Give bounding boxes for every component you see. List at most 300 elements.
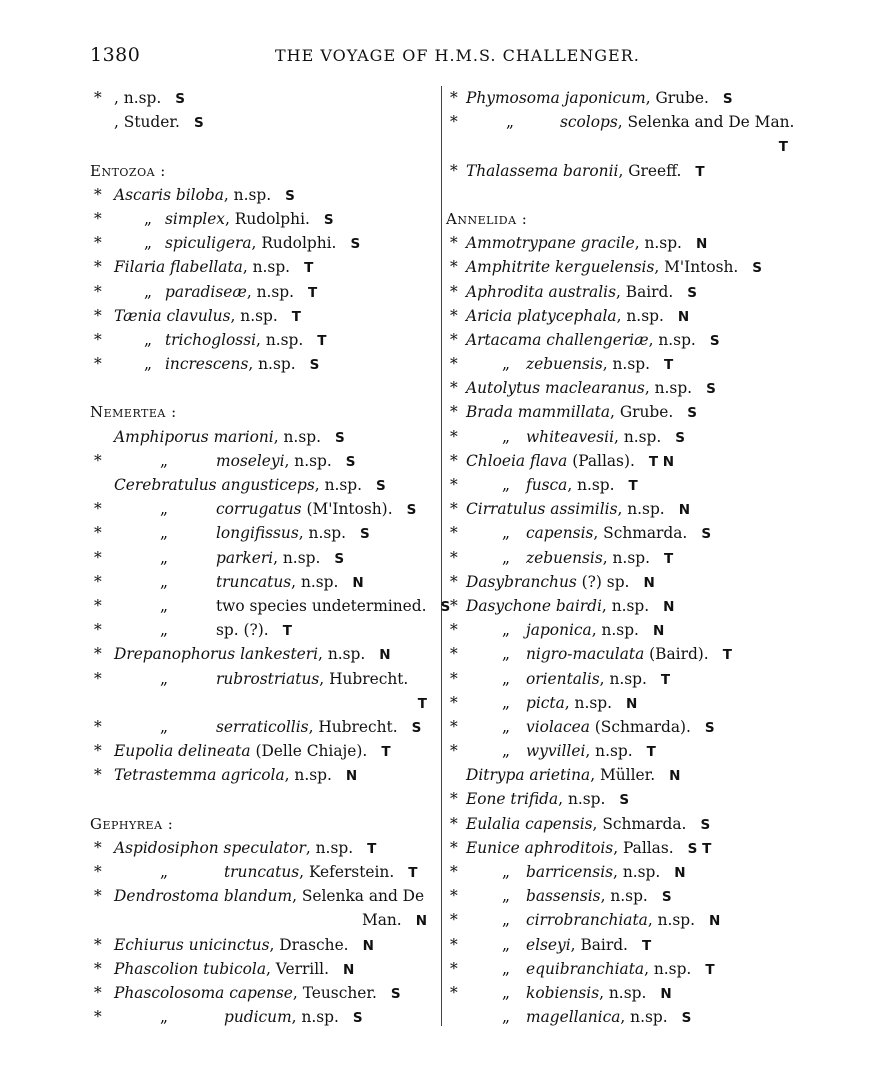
authority: , n.sp.: [585, 742, 633, 761]
species-entry: [446, 812, 796, 836]
taxon-name: capensis: [526, 524, 594, 543]
entry-text: [466, 836, 711, 861]
taxon-name: Ammotrypane gracile: [466, 234, 635, 253]
entry-text: [216, 570, 364, 595]
asterisk-marker: *: [450, 524, 458, 543]
asterisk-marker: *: [450, 790, 458, 809]
ditto-mark: „: [502, 524, 510, 543]
ditto-mark: „: [144, 282, 152, 301]
ditto-mark: „: [502, 911, 510, 930]
continuation-line: [90, 908, 435, 932]
taxon-name: Cirratulus assimilis: [466, 500, 618, 519]
asterisk-marker: *: [450, 887, 458, 906]
authority: , Pallas.: [613, 838, 674, 857]
locality-code: S: [700, 816, 711, 833]
species-entry: [90, 642, 435, 666]
ditto-mark: „: [502, 959, 510, 978]
ditto-mark: „: [502, 669, 510, 688]
entry-text: [114, 642, 391, 667]
asterisk-marker: *: [450, 403, 458, 422]
asterisk-marker: *: [450, 935, 458, 954]
authority: , Schmarda.: [592, 814, 687, 833]
taxon-name: moseleyi: [216, 451, 285, 470]
taxon-name: Aphrodita australis: [466, 282, 616, 301]
locality-code: S: [285, 187, 295, 204]
taxon-name: Phymosoma japonicum: [466, 89, 646, 107]
locality-code: T: [663, 550, 674, 567]
ditto-mark: „: [502, 476, 510, 494]
ditto-mark: „: [502, 717, 510, 736]
species-entry: [446, 304, 796, 328]
authority: , n.sp.: [601, 596, 650, 615]
asterisk-marker: *: [94, 209, 102, 228]
taxon-name: longifissus: [216, 524, 299, 543]
asterisk-marker: *: [450, 959, 458, 978]
asterisk-marker: *: [450, 572, 458, 591]
locality-code: S: [661, 889, 672, 906]
species-entry: [446, 642, 796, 666]
species-entry: [90, 352, 435, 376]
section-gap: [90, 134, 435, 158]
locality-code: N: [626, 695, 638, 712]
taxon-name: Eupolia delineata: [114, 742, 251, 761]
taxon-name: cirrobranchiata: [526, 911, 648, 930]
entry-text: [114, 110, 204, 135]
entry-text: [466, 400, 697, 425]
asterisk-marker: *: [450, 863, 458, 881]
ditto-mark: „: [502, 983, 510, 1002]
locality-code: N: [677, 308, 690, 325]
asterisk-marker: *: [450, 161, 458, 180]
asterisk-marker: *: [450, 451, 458, 470]
authority: , Baird.: [615, 282, 674, 301]
section-gap: [446, 183, 796, 207]
asterisk-marker: *: [94, 282, 102, 301]
asterisk-marker: *: [94, 621, 102, 640]
locality-code: T N: [648, 453, 675, 470]
species-entry: [446, 497, 796, 521]
taxon-name: trichoglossi: [165, 330, 257, 349]
locality-code: T: [695, 163, 705, 180]
species-entry: [446, 449, 796, 473]
ditto-mark: „: [502, 621, 510, 640]
species-entry: [446, 473, 796, 497]
authority: , n.sp.: [223, 185, 272, 204]
locality-code: S: [334, 550, 345, 567]
species-entry: [90, 715, 435, 739]
page-number: 1380: [90, 44, 141, 66]
species-entry: [446, 594, 796, 618]
entry-text: [114, 86, 185, 111]
entry-text: [216, 594, 450, 619]
entry-text: [216, 497, 416, 522]
asterisk-marker: *: [450, 306, 458, 325]
species-entry: [446, 1005, 796, 1029]
asterisk-marker: *: [450, 645, 458, 664]
locality-code: S: [350, 236, 361, 253]
locality-code: S: [681, 1010, 692, 1027]
asterisk-marker: *: [94, 548, 102, 567]
authority: , Verrill.: [266, 959, 329, 978]
locality-code: T: [317, 332, 327, 349]
locality-code: T: [304, 260, 314, 277]
asterisk-marker: *: [94, 330, 102, 349]
ditto-mark: „: [144, 234, 152, 253]
entry-text: [466, 570, 655, 595]
ditto-mark: „: [502, 887, 510, 906]
entry-text: [560, 110, 794, 134]
authority: , Baird.: [570, 935, 628, 954]
entry-text: [466, 812, 710, 837]
species-entry: [446, 981, 796, 1005]
locality-code: T: [308, 284, 318, 301]
species-entry: [446, 691, 796, 715]
entry-text: [466, 280, 697, 305]
authority: , n.sp.: [564, 693, 612, 712]
species-entry: [446, 376, 796, 400]
authority: (Delle Chiaje).: [250, 742, 368, 761]
locality-code: T: [628, 478, 638, 494]
taxon-name: truncatus: [224, 863, 300, 881]
taxon-name: rubrostriatus: [216, 669, 320, 688]
authority: , n.sp.: [291, 572, 339, 591]
locality-code: S: [345, 453, 356, 470]
species-entry: [90, 860, 435, 884]
asterisk-marker: *: [450, 814, 458, 833]
entry-text: [466, 304, 689, 329]
authority: (Pallas).: [567, 451, 635, 470]
species-entry: [446, 280, 796, 304]
ditto-mark: „: [160, 572, 168, 591]
entry-text: [466, 594, 674, 619]
taxon-name: Brada mammillata: [466, 403, 611, 422]
species-entry: [446, 352, 796, 376]
locality-code: N: [660, 985, 672, 1002]
locality-code: S: [701, 526, 712, 543]
ditto-mark: „: [502, 742, 510, 761]
species-entry: [90, 570, 435, 594]
authority: , n.sp.: [599, 669, 647, 688]
locality-code: S: [334, 429, 345, 446]
taxon-name: Dasychone bairdi: [466, 596, 602, 615]
ditto-mark: „: [502, 863, 510, 881]
taxon-name: zebuensis: [526, 548, 603, 567]
authority: , n.sp.: [644, 959, 692, 978]
species-entry: [90, 594, 451, 618]
entry-text: [466, 231, 707, 256]
section-gap: [90, 376, 435, 400]
species-entry: [90, 86, 435, 110]
asterisk-marker: *: [94, 863, 102, 881]
locality-code: S: [752, 260, 763, 277]
species-entry: [446, 618, 796, 642]
locality-code: T: [282, 623, 292, 640]
species-entry: [446, 255, 796, 279]
taxon-name: pudicum: [224, 1008, 292, 1027]
authority: , Greeff.: [618, 161, 682, 180]
taxon-name: Drepanophorus lankesteri: [114, 645, 319, 664]
ditto-mark: „: [144, 330, 152, 349]
authority: , Teuscher.: [292, 983, 377, 1002]
asterisk-marker: *: [450, 911, 458, 930]
asterisk-marker: *: [450, 500, 458, 519]
authority: (Baird).: [644, 645, 709, 664]
entry-text: [114, 884, 424, 908]
locality-code: N: [362, 937, 374, 954]
authority: , n.sp.: [298, 524, 346, 543]
section-heading: Entozoa :: [90, 161, 166, 180]
continuation-text: [765, 134, 788, 159]
entry-text: [114, 957, 354, 982]
authority: , n.sp.: [318, 645, 366, 664]
entry-text: [466, 255, 762, 280]
asterisk-marker: *: [94, 572, 102, 591]
authority: , Studer.: [114, 113, 180, 132]
entry-text: [526, 715, 715, 740]
entry-text: [224, 860, 417, 885]
taxon-name: kobiensis: [526, 983, 600, 1002]
taxon-name: barricensis: [526, 863, 614, 881]
asterisk-marker: *: [450, 234, 458, 253]
section-heading: Gephyrea :: [90, 814, 174, 833]
taxon-name: truncatus: [216, 572, 292, 591]
entry-text: [216, 449, 355, 474]
species-entry: [90, 328, 435, 352]
species-entry: [90, 231, 435, 255]
entry-text: [114, 304, 301, 329]
taxon-name: Amphiporus marioni: [114, 427, 274, 446]
species-entry: [90, 763, 435, 787]
locality-code: S: [709, 332, 720, 349]
authority: , Drasche.: [269, 935, 349, 954]
species-entry: [446, 957, 796, 981]
taxon-name: parkeri: [216, 548, 274, 567]
species-entry: [446, 908, 796, 932]
taxon-name: Aspidosiphon speculator: [114, 838, 306, 857]
entry-text: [526, 957, 715, 982]
taxon-name: nigro-maculata: [526, 645, 645, 664]
ditto-mark: „: [160, 451, 168, 470]
authority: , n.sp.: [602, 355, 650, 374]
taxon-name: Filaria flabellata: [114, 258, 243, 277]
asterisk-marker: *: [450, 669, 458, 688]
taxon-name: violacea: [526, 717, 590, 736]
taxon-name: Cerebratulus angusticeps: [114, 476, 315, 494]
entry-text: [526, 884, 672, 909]
entry-text: [216, 618, 292, 643]
authority: , n.sp.: [273, 427, 321, 446]
authority: (M'Intosh).: [301, 500, 393, 519]
species-entry: [90, 473, 435, 497]
taxon-name: Echiurus unicinctus: [114, 935, 270, 954]
species-entry: [90, 739, 435, 763]
locality-code: T: [367, 840, 377, 857]
continuation-text: [404, 691, 427, 716]
locality-code: S: [193, 115, 204, 132]
authority: , n.sp.: [647, 911, 696, 930]
asterisk-marker: *: [94, 234, 102, 253]
asterisk-marker: *: [450, 476, 458, 494]
locality-code: T: [417, 695, 427, 712]
entry-text: [526, 546, 673, 571]
species-entry: [90, 255, 435, 279]
species-entry: [90, 884, 435, 908]
page-header: [0, 0, 880, 70]
locality-code: S: [390, 985, 401, 1002]
asterisk-marker: *: [450, 983, 458, 1002]
entry-text: [165, 207, 334, 232]
species-entry: [446, 425, 796, 449]
entry-text: [114, 473, 386, 498]
entry-text: [526, 981, 672, 1006]
entry-text: [526, 739, 656, 764]
entry-text: [114, 255, 313, 280]
taxon-name: picta: [526, 693, 565, 712]
locality-code: N: [663, 598, 675, 615]
authority: , n.sp.: [614, 427, 662, 446]
authority: , n.sp.: [558, 790, 606, 809]
locality-code: N: [695, 236, 708, 253]
taxon-name: spiculigera: [165, 234, 252, 253]
species-entry: [90, 449, 435, 473]
authority: (?) sp.: [576, 572, 630, 591]
asterisk-marker: *: [450, 113, 458, 132]
taxon-name: Autolytus maclearanus: [466, 379, 645, 398]
entry-text: [526, 933, 651, 958]
locality-code: S: [376, 478, 386, 494]
entry-text: [114, 425, 345, 450]
taxon-name: serraticollis: [216, 717, 309, 736]
asterisk-marker: *: [94, 742, 102, 761]
species-entry: [446, 739, 796, 763]
authority: , Rudolphi.: [224, 209, 310, 228]
locality-code: S: [722, 91, 733, 107]
species-entry: [90, 957, 435, 981]
species-entry: [446, 328, 796, 352]
species-entry: [446, 763, 796, 787]
taxon-name: magellanica: [526, 1008, 621, 1027]
asterisk-marker: *: [94, 451, 102, 470]
authority: , Grube.: [645, 89, 709, 107]
ditto-mark: „: [160, 1008, 168, 1027]
authority: , n.sp.: [602, 548, 650, 567]
locality-code: S: [675, 429, 685, 446]
species-entry: [90, 546, 435, 570]
taxon-name: Phascolosoma capense: [114, 983, 293, 1002]
authority: , n.sp.: [246, 282, 295, 301]
species-entry: [446, 570, 796, 594]
asterisk-marker: *: [94, 500, 102, 519]
entry-text: [114, 739, 391, 764]
locality-code: N: [342, 961, 355, 978]
asterisk-marker: *: [94, 355, 102, 374]
authority: , Rudolphi.: [251, 234, 337, 253]
asterisk-marker: *: [450, 693, 458, 712]
taxon-name: Tetrastemma agricola: [114, 766, 285, 785]
entry-text: [466, 328, 720, 353]
species-entry: [446, 159, 796, 183]
authority: , n.sp.: [256, 330, 304, 349]
species-entry: [90, 1005, 435, 1029]
entry-text: [466, 86, 733, 111]
locality-code: T: [705, 961, 715, 978]
species-entry: [446, 231, 796, 255]
authority: , n.sp.: [114, 89, 162, 107]
ditto-mark: „: [160, 596, 168, 615]
taxon-name: Chloeia flava: [466, 451, 568, 470]
locality-code: N: [379, 647, 391, 664]
asterisk-marker: *: [94, 669, 102, 688]
taxon-name: equibranchiata: [526, 959, 645, 978]
authority: sp. (?).: [216, 621, 269, 640]
asterisk-marker: *: [94, 959, 102, 978]
entry-text: [114, 981, 401, 1006]
taxon-name: Amphitrite kerguelensis: [466, 258, 655, 277]
authority: , Hubrecht.: [308, 717, 398, 736]
authority: , n.sp.: [617, 500, 665, 519]
asterisk-marker: *: [450, 621, 458, 640]
authority: , n.sp.: [248, 355, 296, 374]
species-entry: [90, 304, 435, 328]
authority: , n.sp.: [230, 306, 278, 325]
entry-text: [526, 1005, 691, 1030]
ditto-mark: „: [502, 355, 510, 374]
ditto-mark: „: [160, 717, 168, 736]
species-entry: [90, 836, 435, 860]
taxon-name: increscens: [165, 355, 249, 374]
entry-text: [526, 473, 638, 498]
continuation-line: [90, 691, 435, 715]
authority: , n.sp.: [648, 330, 696, 349]
locality-code: S: [687, 284, 698, 301]
locality-code: T: [641, 937, 652, 954]
ditto-mark: „: [160, 548, 168, 567]
asterisk-marker: *: [450, 355, 458, 374]
entry-text: [526, 860, 686, 885]
locality-code: T: [663, 357, 674, 374]
locality-code: N: [669, 768, 681, 785]
ditto-mark: „: [160, 500, 168, 519]
locality-code: S T: [687, 840, 712, 857]
entry-text: [224, 1005, 363, 1030]
taxon-name: Eone trifida: [466, 790, 559, 809]
authority: , n.sp.: [600, 887, 648, 906]
species-entry: [446, 86, 796, 110]
authority: , Hubrecht.: [319, 669, 409, 688]
taxon-name: wyvillei: [526, 742, 586, 761]
entry-text: [526, 667, 670, 692]
species-entry: [90, 667, 435, 691]
taxon-name: japonica: [526, 621, 592, 640]
entry-text: [526, 691, 637, 716]
locality-code: N: [678, 502, 691, 519]
species-entry: [446, 110, 796, 134]
ditto-mark: „: [160, 621, 168, 640]
ditto-mark: „: [502, 427, 510, 446]
authority: , n.sp.: [242, 258, 291, 277]
taxon-name: Phascolion tubicola: [114, 959, 266, 978]
entry-text: [114, 763, 357, 788]
taxon-name: Ascaris biloba: [114, 185, 224, 204]
locality-code: T: [408, 865, 418, 881]
entry-text: [526, 618, 664, 643]
authority: , n.sp.: [314, 476, 363, 494]
authority: , n.sp.: [567, 476, 615, 494]
asterisk-marker: *: [94, 838, 102, 857]
taxon-name: bassensis: [526, 887, 601, 906]
locality-code: S: [706, 381, 716, 398]
asterisk-marker: *: [450, 427, 458, 446]
